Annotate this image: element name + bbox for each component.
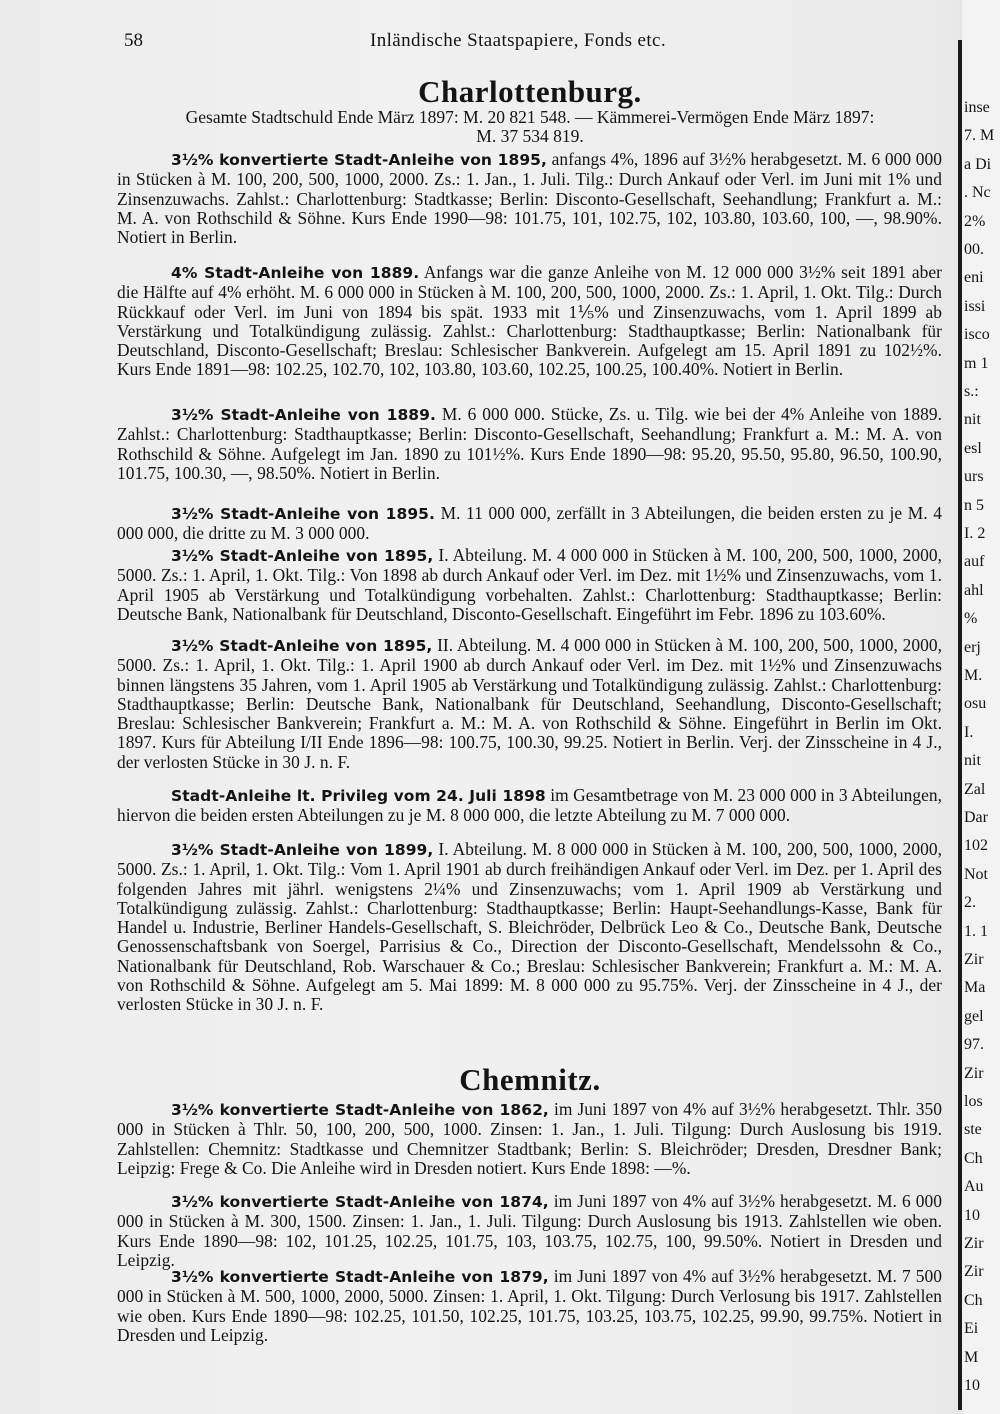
bond-text: M. 6 000 000. Stücke, Zs. u. Tilg. wie bei der 4% Anleihe von 1889. Zahlst.: Charlottenburg: Stadthauptkasse; Berlin: Disconto-Gesellschaft, Seehandlung; Frankfurt a. M.: M. A. von Rothschild & Söhne. Aufgelegt im Jan. 1890 zu 101½%. Kurs Ende 1890—98: 95.20, 95.50, 95.80, 96.50, 100.90, 101.75, 100.30, —, 98.50%. Notiert in Berlin.	[117, 404, 942, 483]
bond-text: I. Abteilung. M. 4 000 000 in Stücken à M. 100, 200, 500, 1000, 2000, 5000. Zs.: 1. April, 1. Okt. Tilg.: Von 1898 ab durch Ankauf oder Verl. im Dez. mit 1½% und Zinsenzuwachs, vom 1. April 1905 ab Verstärkung und Totalkündigung vorbehalten. Zahlst.: Charlottenburg: Stadthauptkasse; Berlin: Deutsche Bank, Nationalbank für Deutschland, Disconto-Gesellschaft. Eingeführt im Febr. 1896 zu 103.60%.	[117, 545, 942, 624]
adjacent-page-fragment: 7. M	[964, 127, 995, 145]
bond-text: anfangs 4%, 1896 auf 3½% herabgesetzt. M. 6 000 000 in Stücken à M. 100, 200, 500, 1000, 2000. Zs.: 1. Jan., 1. Juli. Tilg.: Durch Ankauf oder Verl. im Juni mit 1% und Zinsenzuwachs. Zahlst.: Charlottenburg: Stadtkasse; Berlin: Disconto-Gesellschaft, Seehandlung; Frankfurt a. M.: M. A. von Rothschild & Söhne. Kurs Ende 1990—98: 101.75, 101, 102.75, 102, 103.80, 103.60, 100, —, 98.90%. Notiert in Berlin.	[117, 149, 942, 248]
bond-text: Anfangs war die ganze Anleihe von M. 12 000 000 3½% seit 1891 aber die Hälfte auf 4% erhöht. M. 6 000 000 in Stücken à M. 100, 200, 500, 1000, 2000. Zs.: 1. April, 1. Okt. Tilg.: Durch Rückkauf oder Verl. im Juni von 1894 bis spät. 1933 mit 1⅕% und Zinsenzuwachs, vom 1. April 1899 ab Verstärkung und Totalkündigung zulässig. Zahlst.: Charlottenburg: Stadthauptkasse; Berlin: Nationalbank für Deutschland, Disconto-Gesellschaft; Breslau: Schlesischer Bankverein. Aufgelegt am 15. April 1891 zu 102½%. Kurs Ende 1891—98: 102.25, 102.70, 102, 103.80, 103.60, 102.25, 100.25, 100.40%. Notiert in Berlin.	[117, 262, 942, 380]
adjacent-page-fragment: Zir	[964, 1235, 984, 1252]
adjacent-page-fragment: 2%	[964, 212, 986, 230]
adjacent-page-fragment: m 1	[964, 354, 989, 372]
adjacent-page-fragment: inse	[964, 99, 990, 116]
adjacent-page-fragment: 1. 1	[964, 922, 988, 940]
bond-entry	[117, 263, 942, 380]
adjacent-page-fragment: 2.	[964, 894, 976, 912]
adjacent-page-fragment: erj	[964, 638, 981, 656]
adjacent-page-fragment: 10	[964, 1377, 980, 1394]
adjacent-page-fragment: eni	[964, 269, 984, 287]
adjacent-page-fragment: ahl	[964, 581, 984, 599]
adjacent-page-fragment: s.:	[964, 383, 979, 400]
adjacent-page-fragment: gel	[964, 1007, 984, 1025]
adjacent-page-fragment: auf	[964, 553, 985, 571]
adjacent-page-fragment: Ei	[964, 1320, 979, 1338]
adjacent-page-fragment: 97.	[964, 1036, 984, 1054]
adjacent-page-fragment: ste	[964, 1121, 982, 1139]
adjacent-page-fragment: isco	[964, 326, 990, 344]
adjacent-page-fragment: M	[964, 1348, 979, 1366]
adjacent-page-fragment: Zir	[964, 1064, 984, 1082]
page-number: 58	[124, 30, 143, 51]
adjacent-page-fragment: urs	[964, 468, 984, 486]
bond-heading: 3½% konvertierte Stadt-Anleihe von 1895,	[171, 151, 547, 169]
bond-text: II. Abteilung. M. 4 000 000 in Stücken à M. 100, 200, 500, 1000, 2000, 5000. Zs.: 1. April, 1. Okt. Tilg.: 1. April 1900 ab durch Ankauf oder Verl. im Dez. mit 1½% und Zinsenzuwachs binnen längstens 35 Jahren, vom 1. April 1905 ab Verstärkung und Totalkündigung zulässig. Zahlst.: Charlottenburg: Stadthauptkasse; Berlin: Deutsche Bank, Nationalbank für Deutschland, Seehandlung, Disconto-Gesellschaft; Breslau: Schlesischer Bankverein; Frankfurt a. M.: M. A. von Rothschild & Söhne. Eingeführt in Berlin im Okt. 1897. Kurs für Abteilung I/II Ende 1896—98: 100.75, 100.30, 99.25. Notiert in Berlin. Verj. der Zinsscheine in 4 J., der verlosten Stücke in 30 J. n. F.	[117, 635, 942, 772]
adjacent-page-fragment: Zal	[964, 780, 986, 798]
adjacent-page-fragment: n 5	[964, 496, 984, 514]
adjacent-page-fragment: %	[964, 610, 978, 628]
adjacent-page-fragment: los	[964, 1093, 983, 1110]
bond-text: im Juni 1897 von 4% auf 3½% herabgesetzt. M. 7 500 000 in Stücken à M. 500, 1000, 2000, 5000. Zinsen: 1. April, 1. Okt. Tilgung: Durch Verlosung bis 1917. Zahlstellen wie oben. Kurs Ende 1890—98: 102.25, 101.50, 102.25, 101.75, 103.25, 103.75, 102.25, 99.90, 99.75%. Notiert in Dresden und Leipzig.	[117, 1266, 942, 1345]
adjacent-page-fragment: 00.	[964, 241, 984, 258]
adjacent-page-fragment: . Nc	[964, 184, 991, 202]
adjacent-page-fragment: Not	[964, 865, 988, 883]
bond-entry	[117, 1267, 942, 1345]
adjacent-page-fragment: I.	[964, 723, 974, 741]
adjacent-page-fragment: Zir	[964, 1263, 984, 1281]
bond-heading: 3½% Stadt-Anleihe von 1899,	[171, 841, 434, 859]
adjacent-page-fragment: esl	[964, 439, 982, 457]
bond-entry	[117, 1100, 942, 1178]
adjacent-page-fragment: Ch	[964, 1291, 983, 1309]
bond-heading: 3½% Stadt-Anleihe von 1889.	[171, 406, 436, 424]
bond-entry	[117, 786, 942, 826]
adjacent-page-fragment: Dar	[964, 809, 988, 826]
section-summary-line-2: M. 37 534 819.	[476, 126, 584, 146]
bond-entry	[117, 840, 942, 1015]
section-summary-line-1: Gesamte Stadtschuld Ende März 1897: M. 20 821 548. — Kämmerei-Vermögen Ende März 1897:	[185, 107, 875, 127]
section-title-chemnitz: Chemnitz.	[459, 1062, 601, 1097]
bond-heading: 3½% konvertierte Stadt-Anleihe von 1874,	[171, 1193, 549, 1211]
bond-entry	[117, 546, 942, 624]
bond-heading: 3½% Stadt-Anleihe von 1895,	[171, 547, 434, 565]
adjacent-page-fragment: nit	[964, 752, 981, 770]
running-title: Inländische Staatspapiere, Fonds etc.	[370, 30, 667, 51]
bond-heading: Stadt-Anleihe lt. Privileg vom 24. Juli 1898	[171, 787, 546, 805]
adjacent-page-fragment: Ch	[964, 1149, 983, 1167]
adjacent-page-fragment: a Di	[964, 155, 992, 173]
adjacent-page-edge	[962, 0, 1000, 1414]
adjacent-page-fragment: M.	[964, 667, 983, 684]
bond-heading: 3½% konvertierte Stadt-Anleihe von 1879,	[171, 1268, 549, 1286]
bond-text: im Gesamtbetrage von M. 23 000 000 in 3 Abteilungen, hiervon die beiden ersten Abteilungen zu je M. 8 000 000, die letzte Abteilung zu M. 7 000 000.	[117, 785, 943, 826]
adjacent-page-fragment: 10	[964, 1206, 980, 1224]
bond-entry	[117, 150, 942, 247]
adjacent-page-fragment: 102	[964, 837, 988, 855]
bond-text: M. 11 000 000, zerfällt in 3 Abteilungen, die beiden ersten zu je M. 4 000 000, die dritte zu M. 3 000 000.	[117, 503, 942, 544]
bond-heading: 3½% konvertierte Stadt-Anleihe von 1862,	[171, 1101, 549, 1119]
bond-heading: 4% Stadt-Anleihe von 1889.	[171, 264, 420, 282]
bond-heading: 3½% Stadt-Anleihe von 1895,	[171, 637, 433, 655]
adjacent-page-fragment: Zir	[964, 951, 984, 968]
bond-entry	[117, 1192, 942, 1270]
bond-heading: 3½% Stadt-Anleihe von 1895.	[171, 505, 435, 523]
section-title-charlottenburg: Charlottenburg.	[418, 74, 642, 109]
bond-text: im Juni 1897 von 4% auf 3½% herabgesetzt. Thlr. 350 000 in Stücken à Thlr. 50, 100, 200, 500, 1000. Zinsen: 1. Jan., 1. Juli. Tilgung: Durch Auslosung bis 1919. Zahlstellen: Chemnitz: Stadtkasse und Chemnitzer Stadtbank; Berlin: S. Bleichröder; Dresden, Dresdner Bank; Leipzig: Frege & Co. Die Anleihe wird in Dresden notiert. Kurs Ende 1898: —%.	[117, 1099, 942, 1178]
bond-entry	[117, 504, 942, 544]
bond-entry	[117, 636, 942, 772]
adjacent-page-fragment: Au	[964, 1178, 984, 1196]
adjacent-page-fragment: Ma	[964, 979, 986, 997]
adjacent-page-fragment: osu	[964, 695, 987, 713]
bond-text: I. Abteilung. M. 8 000 000 in Stücken à M. 100, 200, 500, 1000, 2000, 5000. Zs.: 1. April, 1. Okt. Tilg.: Vom 1. April 1901 ab durch freihändigen Ankauf oder Verl. im Dez. per 1. April des folgenden Jahres mit jährl. wenigstens 2¼% und Zinsenzuwachs; vom 1. April 1909 ab Verstärkung und Totalkündigung zulässig. Zahlst.: Charlottenburg: Stadthauptkasse; Berlin: Haupt-Seehandlungs-Kasse, Bank für Handel u. Industrie, Berliner Handels-Gesellschaft, S. Bleichröder, Delbrück Leo & Co., Deutsche Bank, Deutsche Genossenschaftsbank von Soergel, Parrisius & Co., Direction der Disconto-Gesellschaft, Mendelssohn & Co., Nationalbank für Deutschland, Rob. Warschauer & Co.; Breslau: Schlesischer Bankverein; Frankfurt a. M.: M. A. von Rothschild & Söhne. Aufgelegt am 5. Mai 1899: M. 8 000 000 zu 95.75%. Verj. der Zinsscheine in 4 J., der verlosten Stücke in 30 J. n. F.	[117, 839, 942, 1015]
bond-entry	[117, 405, 942, 483]
adjacent-page-fragment: I. 2	[964, 525, 986, 542]
adjacent-page-fragment: issi	[964, 297, 986, 315]
bond-text: im Juni 1897 von 4% auf 3½% herabgesetzt. M. 6 000 000 in Stücken à M. 300, 1500. Zinsen: 1. Jan., 1. Juli. Tilgung: Durch Auslosung bis 1913. Zahlstellen wie oben. Kurs Ende 1890—98: 102, 101.25, 102.25, 101.75, 103, 103.75, 102.75, 100, 99.50%. Notiert in Dresden und Leipzig.	[117, 1191, 942, 1270]
adjacent-page-fragment: nit	[964, 411, 981, 429]
